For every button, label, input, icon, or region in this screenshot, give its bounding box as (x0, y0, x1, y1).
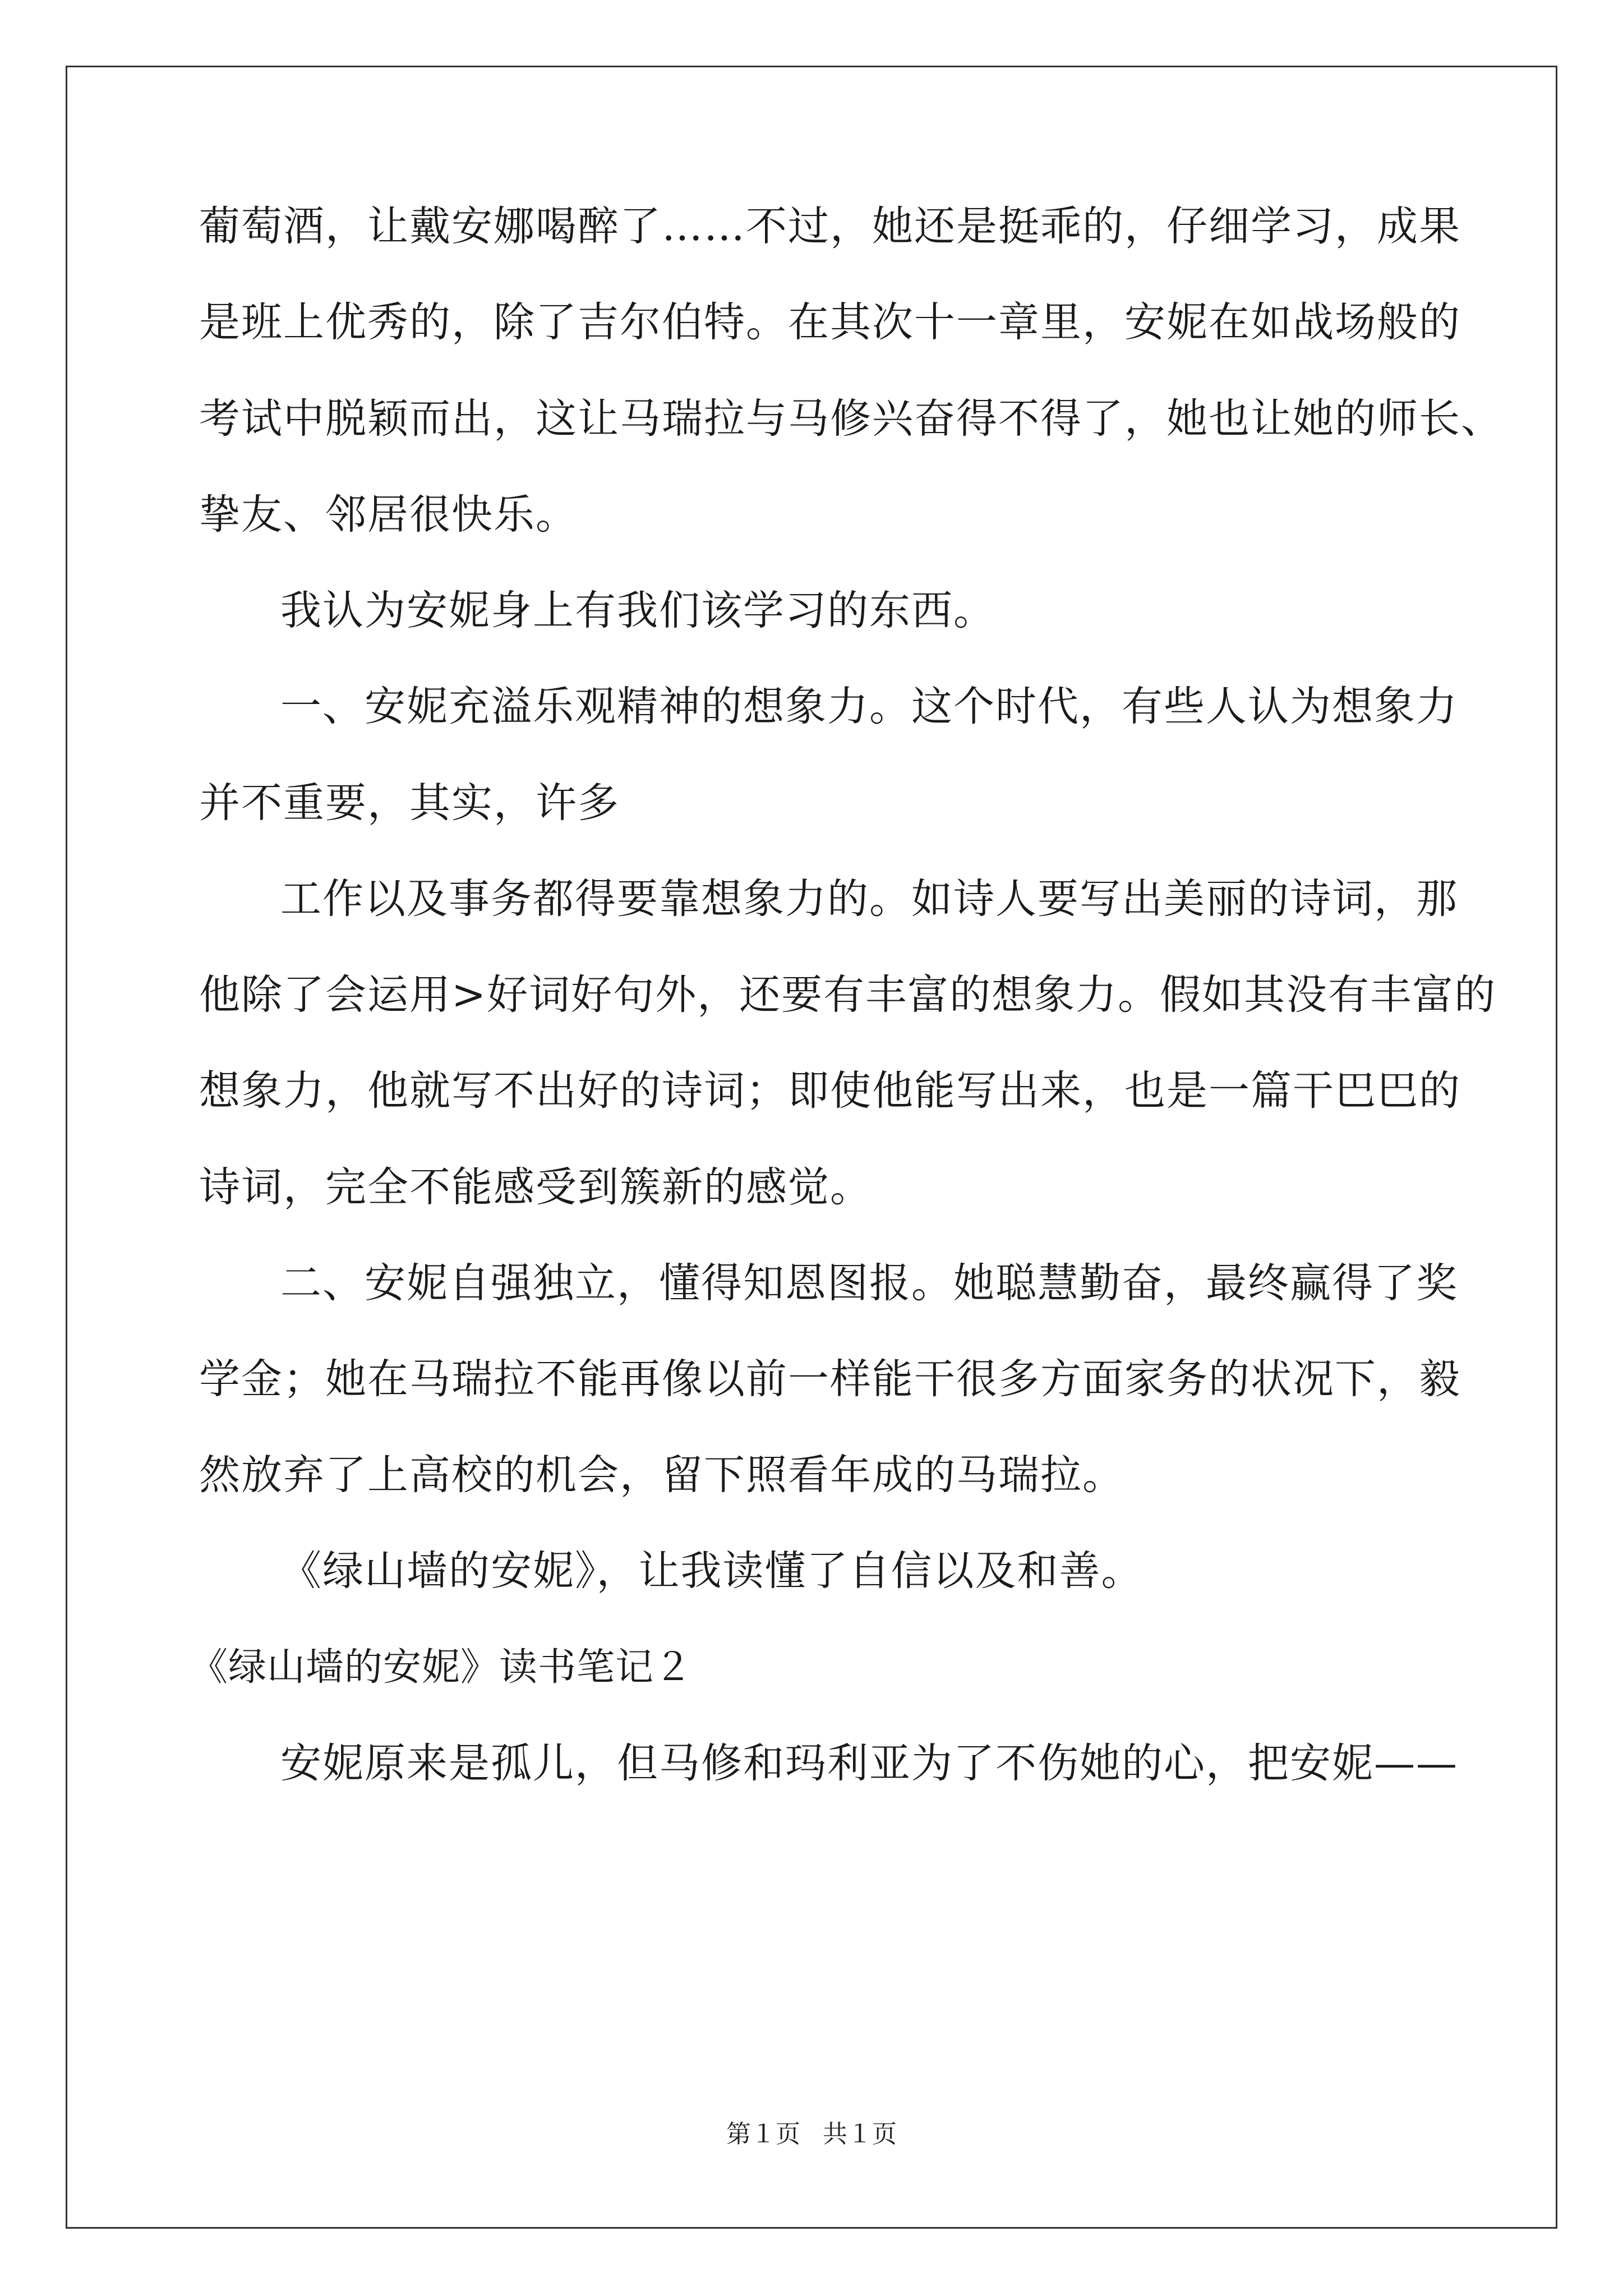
page-border (66, 66, 1557, 2229)
body-line-15: 《绿山墙的安妮》，让我读懂了自信以及和善。 (280, 1547, 1144, 1595)
page-number-total: 共１页 (823, 2120, 897, 2148)
body-line-5: 我认为安妮身上有我们该学习的东西。 (280, 587, 995, 634)
page-number-current: 第１页 (726, 2120, 800, 2148)
body-line-8: 工作以及事务都得要靠想象力的。如诗人要写出美丽的诗词，那 (280, 875, 1458, 923)
body-line-11: 诗词，完全不能感受到簇新的感觉。 (199, 1163, 872, 1211)
body-line-14: 然放弃了上高校的机会，留下照看年成的马瑞拉。 (199, 1451, 1124, 1499)
body-line-1: 葡萄酒，让戴安娜喝醉了……不过，她还是挺乖的，仔细学习，成果 (199, 203, 1461, 250)
body-line-9: 他除了会运用>好词好句外，还要有丰富的想象力。假如其没有丰富的 (199, 971, 1497, 1019)
body-line-12: 二、安妮自强独立，懂得知恩图报。她聪慧勤奋，最终赢得了奖 (280, 1259, 1458, 1307)
body-line-2: 是班上优秀的，除了吉尔伯特。在其次十一章里，安妮在如战场般的 (199, 298, 1461, 346)
page-footer (0, 2118, 1623, 2151)
body-line-10: 想象力，他就写不出好的诗词；即使他能写出来，也是一篇干巴巴的 (199, 1067, 1461, 1115)
body-line-17: 安妮原来是孤儿，但马修和玛利亚为了不伤她的心，把安妮—— (280, 1740, 1458, 1787)
body-line-13: 学金；她在马瑞拉不能再像以前一样能干很多方面家务的状况下，毅 (199, 1355, 1461, 1403)
body-line-3: 考试中脱颖而出，这让马瑞拉与马修兴奋得不得了，她也让她的师长、 (199, 395, 1503, 443)
section-heading: 《绿山墙的安妮》读书笔记２ (190, 1645, 693, 1690)
body-line-7: 并不重要，其实，许多 (199, 779, 620, 827)
body-line-6: 一、安妮充溢乐观精神的想象力。这个时代，有些人认为想象力 (280, 683, 1458, 730)
body-line-4: 挚友、邻居很快乐。 (199, 491, 578, 539)
